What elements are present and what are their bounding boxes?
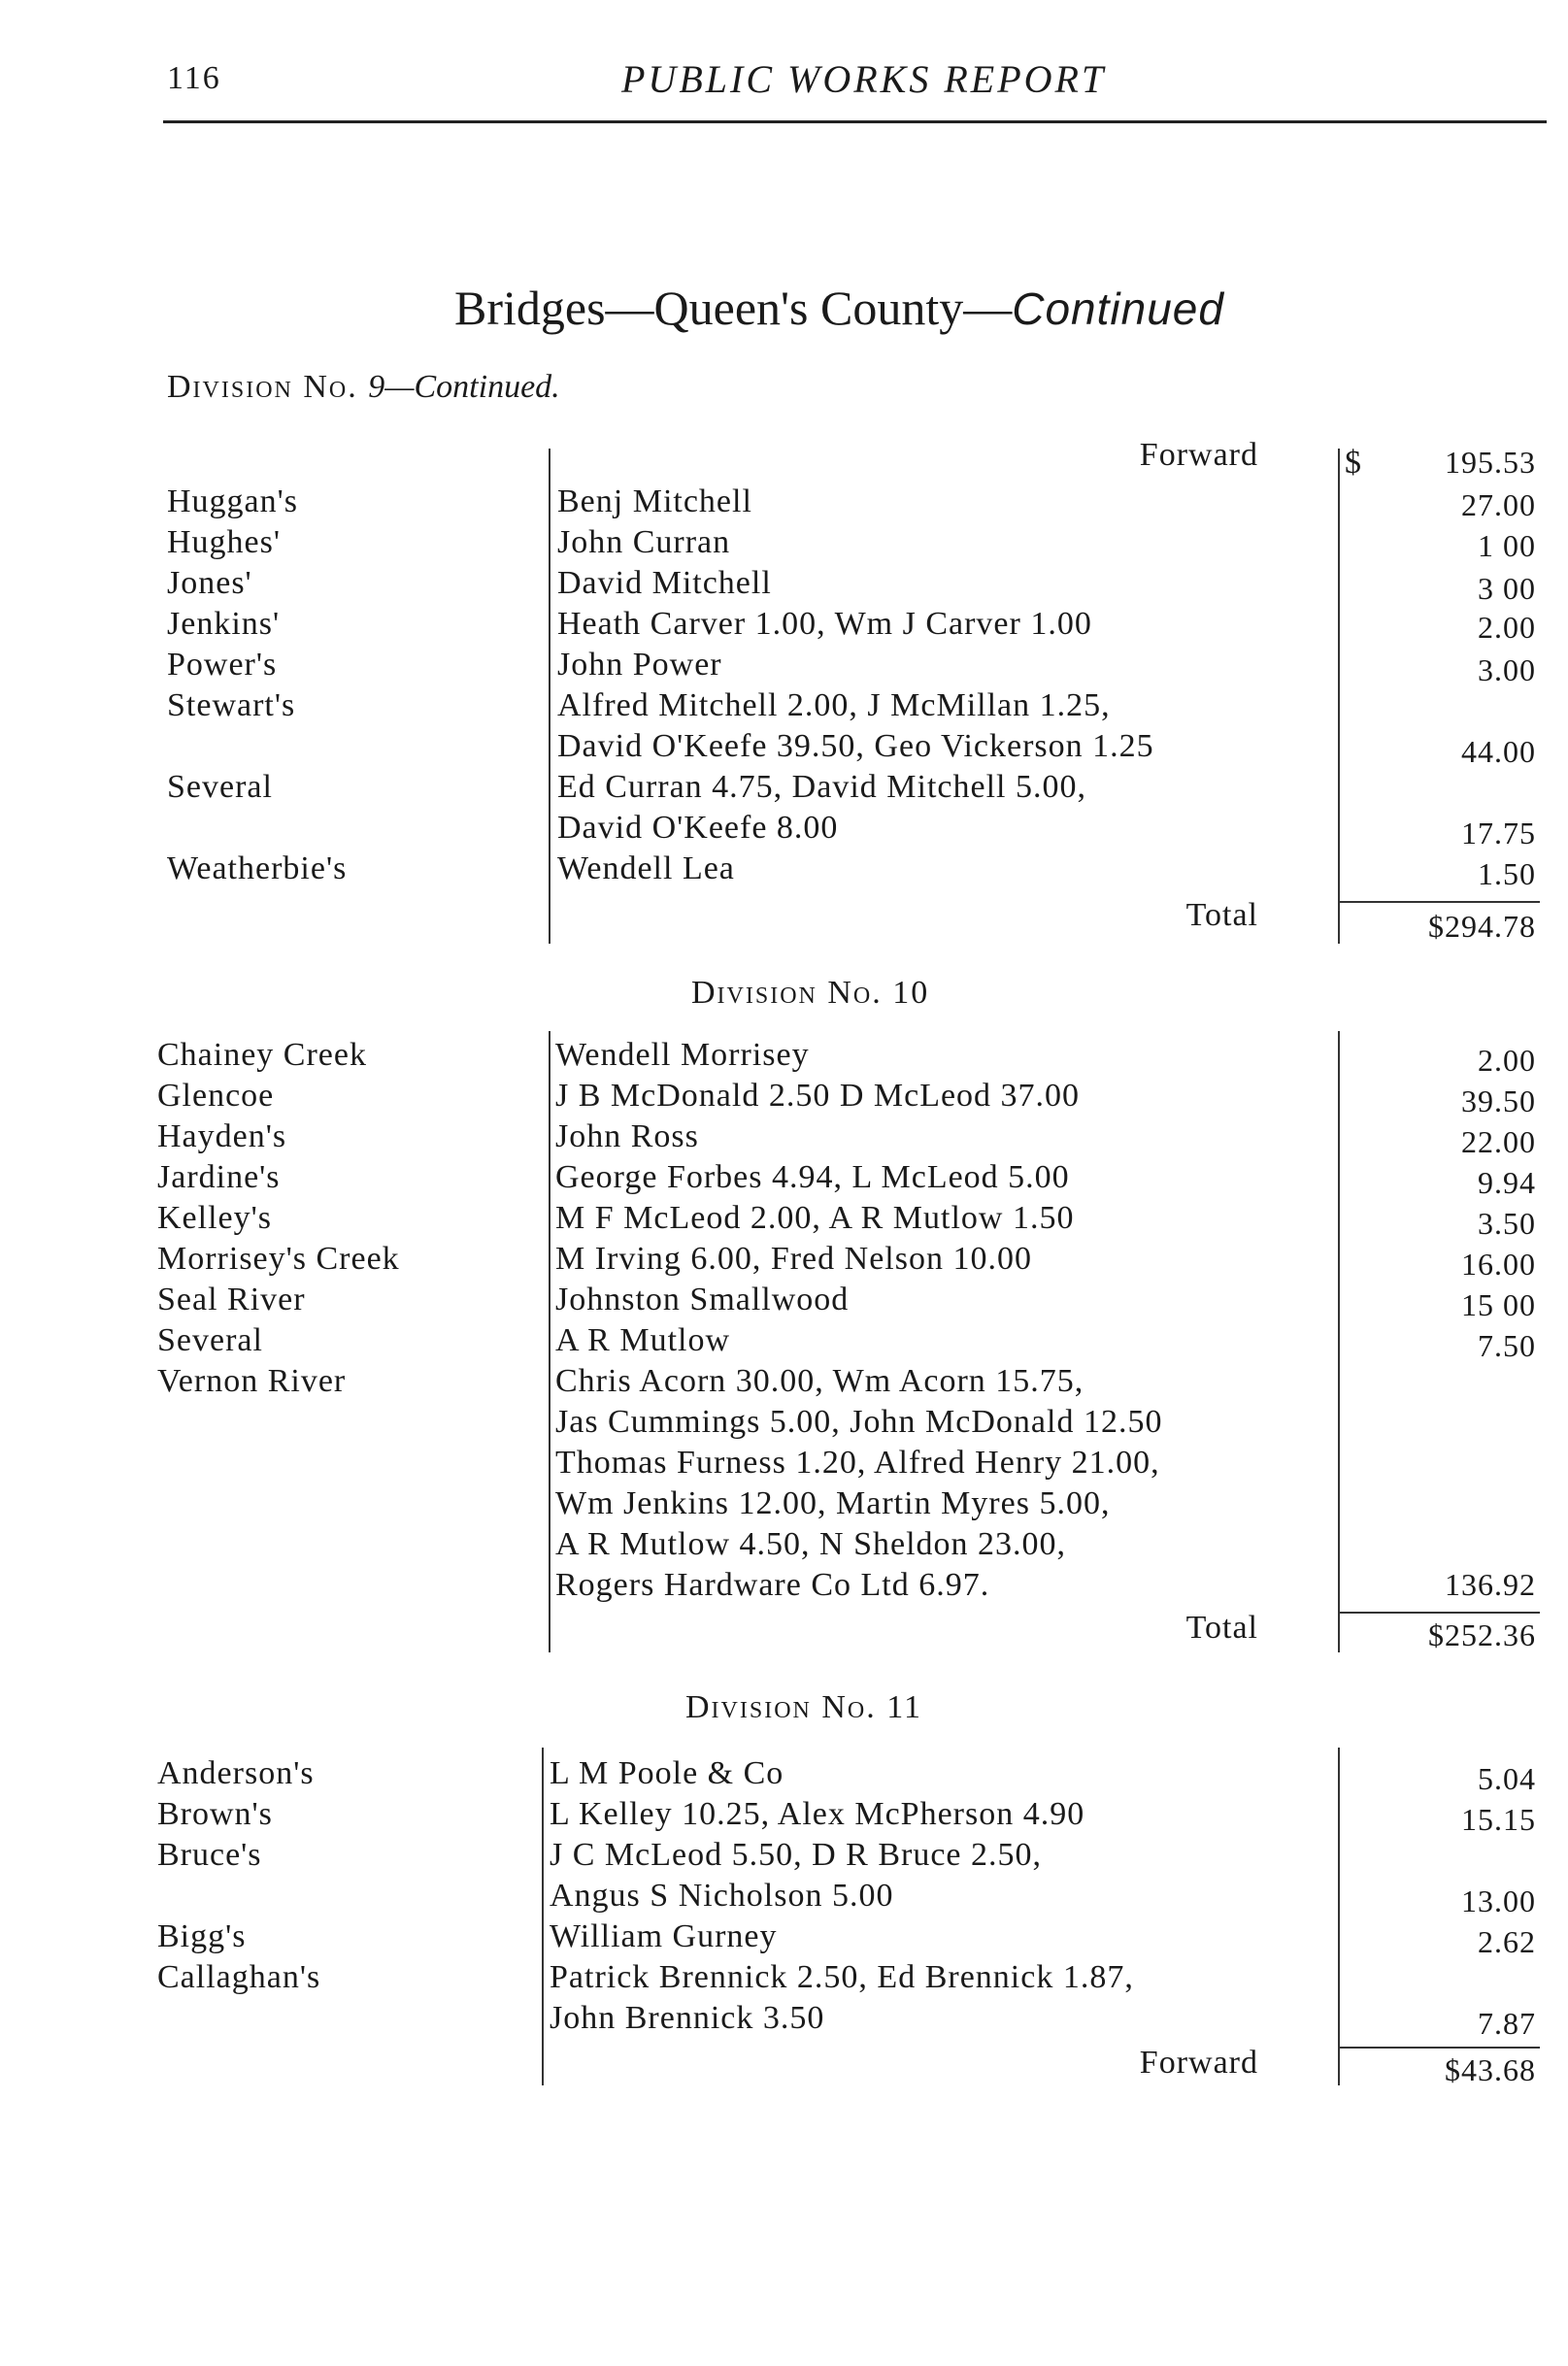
div11-forward-total: $43.68	[1445, 2052, 1536, 2087]
div9-payee: John Curran	[557, 524, 731, 560]
div9-total-rule	[1338, 901, 1540, 903]
div9-amount: 17.75	[1461, 816, 1536, 850]
div10-bridge: Several	[157, 1322, 263, 1358]
div9-bridge: Weatherbie's	[167, 850, 348, 886]
div10-bridge: Vernon River	[157, 1363, 347, 1399]
div10-amount: 2.00	[1478, 1043, 1536, 1078]
div9-bridge: Stewart's	[167, 687, 296, 723]
div9-amount: 3.00	[1478, 652, 1536, 687]
div10-bridge: Kelley's	[157, 1200, 272, 1236]
div10-payee: John Ross	[555, 1118, 699, 1154]
div9-bridge: Several	[167, 769, 273, 805]
div10-payee: Johnston Smallwood	[555, 1282, 850, 1317]
div9-payee: Heath Carver 1.00, Wm J Carver 1.00	[557, 606, 1092, 642]
div9-payee: Alfred Mitchell 2.00, J McMillan 1.25,	[557, 687, 1111, 723]
div9-payee-rule	[549, 449, 550, 944]
div10-amount: 22.00	[1461, 1124, 1536, 1159]
div9-payee: David Mitchell	[557, 565, 772, 601]
div10-payee: Rogers Hardware Co Ltd 6.97.	[555, 1567, 990, 1603]
div11-amount: 13.00	[1461, 1883, 1536, 1918]
section-title	[454, 280, 1224, 336]
div10-payee: M Irving 6.00, Fred Nelson 10.00	[555, 1241, 1032, 1277]
div11-amount: 5.04	[1478, 1761, 1536, 1796]
div10-payee: Wm Jenkins 12.00, Martin Myres 5.00,	[555, 1485, 1111, 1521]
div11-forward-rule	[1338, 2047, 1540, 2049]
division-10-heading: Division No. 10	[691, 975, 930, 1011]
div9-payee: Wendell Lea	[557, 850, 735, 886]
div10-payee-rule	[549, 1031, 550, 1652]
div9-payee: David O'Keefe 39.50, Geo Vickerson 1.25	[557, 728, 1154, 764]
division-9-heading-label: Division No.	[167, 369, 358, 405]
div11-amount: 2.62	[1478, 1924, 1536, 1959]
div10-payee: A R Mutlow 4.50, N Sheldon 23.00,	[555, 1526, 1067, 1562]
division-9-heading	[167, 369, 560, 406]
div10-payee: J B McDonald 2.50 D McLeod 37.00	[555, 1078, 1081, 1114]
div9-forward-label: Forward	[1139, 437, 1258, 473]
div9-dollar-sign: $	[1345, 445, 1362, 481]
div10-amount: 7.50	[1478, 1328, 1536, 1363]
div11-bridge: Bruce's	[157, 1837, 262, 1873]
div11-bridge: Anderson's	[157, 1755, 315, 1791]
div11-amount: 15.15	[1461, 1802, 1536, 1837]
div9-payee: Ed Curran 4.75, David Mitchell 5.00,	[557, 769, 1086, 805]
div11-payee: Angus S Nicholson 5.00	[550, 1878, 894, 1914]
div11-amount-rule	[1338, 1748, 1340, 2085]
page-number: 116	[167, 60, 221, 96]
div9-amount: 2.00	[1478, 610, 1536, 645]
div11-bridge: Callaghan's	[157, 1959, 321, 1995]
div9-forward-amount: 195.53	[1445, 445, 1536, 480]
div10-total-rule	[1338, 1612, 1540, 1614]
div9-payee: David O'Keefe 8.00	[557, 810, 839, 846]
div10-bridge: Chainey Creek	[157, 1037, 367, 1073]
div10-payee: Chris Acorn 30.00, Wm Acorn 15.75,	[555, 1363, 1084, 1399]
div10-payee: Wendell Morrisey	[555, 1037, 810, 1073]
div10-payee: M F McLeod 2.00, A R Mutlow 1.50	[555, 1200, 1075, 1236]
div9-bridge: Hughes'	[167, 524, 282, 560]
div10-payee: George Forbes 4.94, L McLeod 5.00	[555, 1159, 1070, 1195]
div9-amount-rule	[1338, 449, 1340, 944]
div10-payee: Jas Cummings 5.00, John McDonald 12.50	[555, 1404, 1163, 1440]
div11-payee: William Gurney	[550, 1918, 778, 1954]
div10-amount: 39.50	[1461, 1083, 1536, 1118]
div11-bridge: Brown's	[157, 1796, 273, 1832]
header-rule	[163, 120, 1547, 123]
div10-total-label: Total	[1185, 1610, 1258, 1646]
div10-bridge: Hayden's	[157, 1118, 287, 1154]
div9-amount: 44.00	[1461, 734, 1536, 769]
div10-payee: A R Mutlow	[555, 1322, 731, 1358]
division-9-heading-cont: 9—Continued.	[368, 369, 560, 405]
div10-total: $252.36	[1428, 1617, 1536, 1652]
div11-payee: John Brennick 3.50	[550, 2000, 825, 2036]
div10-payee: Thomas Furness 1.20, Alfred Henry 21.00,	[555, 1445, 1160, 1481]
div9-payee: Benj Mitchell	[557, 483, 752, 519]
div9-bridge: Power's	[167, 647, 278, 683]
div10-bridge: Glencoe	[157, 1078, 275, 1114]
div11-bridge: Bigg's	[157, 1918, 247, 1954]
div9-amount: 1.50	[1478, 856, 1536, 891]
div9-amount: 3 00	[1478, 571, 1536, 606]
div10-amount-rule	[1338, 1031, 1340, 1652]
div10-bridge: Jardine's	[157, 1159, 281, 1195]
div11-payee: L Kelley 10.25, Alex McPherson 4.90	[550, 1796, 1085, 1832]
div10-bridge: Seal River	[157, 1282, 306, 1317]
div9-bridge: Jones'	[167, 565, 252, 601]
div11-payee-rule	[542, 1748, 544, 2085]
div10-amount: 15 00	[1461, 1287, 1536, 1322]
div10-amount: 136.92	[1445, 1567, 1536, 1602]
div11-payee: L M Poole & Co	[550, 1755, 784, 1791]
section-title-continued: Continued	[1012, 283, 1224, 334]
div9-bridge: Huggan's	[167, 483, 299, 519]
div11-forward-label: Forward	[1139, 2045, 1258, 2081]
running-title: PUBLIC WORKS REPORT	[621, 57, 1107, 101]
div9-payee: John Power	[557, 647, 722, 683]
division-11-heading: Division No. 11	[685, 1689, 922, 1725]
div10-bridge: Morrisey's Creek	[157, 1241, 400, 1277]
div11-payee: J C McLeod 5.50, D R Bruce 2.50,	[550, 1837, 1043, 1873]
div10-amount: 16.00	[1461, 1247, 1536, 1282]
div10-amount: 3.50	[1478, 1206, 1536, 1241]
div10-amount: 9.94	[1478, 1165, 1536, 1200]
div9-amount: 27.00	[1461, 487, 1536, 522]
div11-payee: Patrick Brennick 2.50, Ed Brennick 1.87,	[550, 1959, 1134, 1995]
div9-total-label: Total	[1185, 897, 1258, 933]
div9-total: $294.78	[1428, 909, 1536, 944]
section-title-main: Bridges—Queen's County—	[454, 281, 1013, 335]
div11-amount: 7.87	[1478, 2006, 1536, 2041]
div9-bridge: Jenkins'	[167, 606, 281, 642]
div9-amount: 1 00	[1478, 528, 1536, 563]
